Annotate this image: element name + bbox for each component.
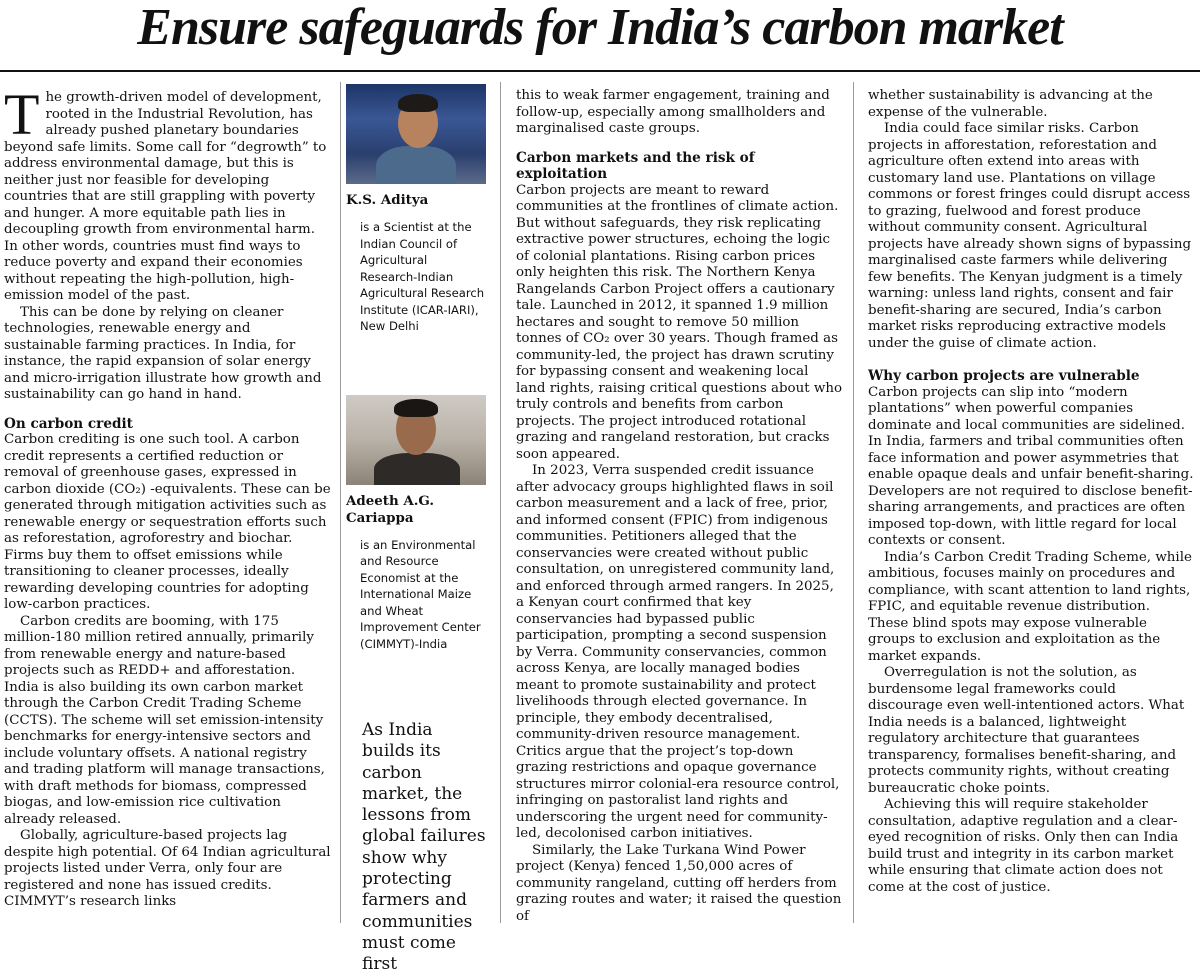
subheading-carbon-markets: Carbon markets and the risk of exploitation xyxy=(516,149,755,182)
paragraph: This can be done by relying on cleaner technologies, renewable energy and sustainable farming practices. In India, for instance, the rapid expansion of solar energy and micro-irrigation illustrate how growth and sustainability can go hand in hand. xyxy=(4,304,322,402)
article-column-4 xyxy=(868,88,1194,923)
paragraph: In 2023, Verra suspended credit issuance after advocacy groups highlighted flaws in soil carbon measurement and a lack of free, prior, and informed consent (FPIC) from indigenous communities. Petitioners alleged that the conservancies were created without public consultation, on unregistered community land, and enforced through armed rangers. In 2025, a Kenyan court confirmed that key conservancies had bypassed public participation, prompting a second suspension by Verra. Community conservancies, common across Kenya, are locally managed bodies meant to promote sustainability and protect livelihoods through elected governance. In principle, they embody decentralised, community-driven resource management. Critics argue that the project’s top-down grazing restrictions and opaque governance structures mirror colonial-era resource control, infringing on pastoralist land rights and underscoring the urgent need for community-led, decolonised carbon initiatives. xyxy=(516,463,840,841)
paragraph: The growth-driven model of development, rooted in the Industrial Revolution, has already pushed planetary boundaries beyond safe limits. Some call for “degrowth” to address environmental damage, but this is neither just nor feasible for developing countries that are still grappling with poverty and hunger. A more equitable path lies in decoupling growth from environmental harm. In other words, countries must find ways to reduce poverty and expand their economies without repeating the high-pollution, high-emission model of the past. xyxy=(4,90,327,303)
paragraph: this to weak farmer engagement, training and follow-up, especially among smallholders and marginalised caste groups. xyxy=(516,88,830,136)
author-bio: is an Environmental and Resource Economist at the International Maize and Wheat Improvement Center (CIMMYT)-India xyxy=(360,537,481,651)
paragraph: Globally, agriculture-based projects lag despite high potential. Of 64 Indian agricultural projects listed under Verra, only four are registered and none has issued credits. CIMMYT’s research links xyxy=(4,828,331,909)
column-divider xyxy=(500,82,501,923)
author-photo-aditya xyxy=(346,84,486,184)
article-column-3 xyxy=(516,88,842,923)
paragraph: Carbon crediting is one such tool. A carbon credit represents a certified reduction or removal of greenhouse gases, expressed in carbon dioxide (CO₂) -equivalents. These can be generated through mitigation activities such as renewable energy or sequestration efforts such as reforestation, agroforestry and biochar. Firms buy them to offset emissions while transitioning to cleaner processes, ideally rewarding developing countries for adopting low-carbon practices. xyxy=(4,432,331,612)
paragraph: Similarly, the Lake Turkana Wind Power project (Kenya) fenced 1,50,000 acres of community rangeland, cutting off herders from grazing routes and water; it raised the question of xyxy=(516,842,842,923)
subheading-carbon-credit: On carbon credit xyxy=(4,415,133,432)
author-name: Adeeth A.G. Cariappa xyxy=(346,492,435,526)
author-photo-cariappa xyxy=(346,395,486,485)
photo-figure xyxy=(376,146,456,184)
article-column-1 xyxy=(4,90,332,923)
author-bio: is a Scientist at the Indian Council of Agricultural Research-Indian Agricultural Research Institute (ICAR-IARI), New Delhi xyxy=(360,220,485,333)
paragraph: Carbon credits are booming, with 175 million-180 million retired annually, primarily from renewable energy and nature-based projects such as REDD+ and afforestation. India is also building its own carbon market through the Carbon Credit Trading Scheme (CCTS). The scheme will set emission-intensity benchmarks for energy-intensive sectors and include voluntary offsets. A national registry and trading platform will manage transactions, with draft methods for biomass, compressed biogas, and low-emission rice cultivation already released. xyxy=(4,613,325,827)
paragraph: Achieving this will require stakeholder consultation, adaptive regulation and a clear-eyed recognition of risks. Only then can India build trust and integrity in its carbon market while ensuring that climate action does not come at the cost of justice. xyxy=(868,797,1179,895)
paragraph: India’s Carbon Credit Trading Scheme, while ambitious, focuses mainly on procedures and compliance, with scant attention to land rights, FPIC, and equitable revenue distribution. These blind spots may expose vulnerable groups to exclusion and exploitation as the market expands. xyxy=(868,549,1192,664)
headline: Ensure safeguards for India’s carbon market xyxy=(137,0,1063,56)
paragraph: India could face similar risks. Carbon projects in afforestation, reforestation and agriculture often extend into areas with customary land use. Plantations on village commons or forest fringes could disrupt access to grazing, fuelwood and forest produce without community consent. Agricultural projects have already shown signs of bypassing marginalised caste farmers while delivering few benefits. The Kenyan judgment is a timely warning: unless land rights, consent and fair benefit-sharing are secured, India’s carbon market risks reproducing extractive models under the guise of climate action. xyxy=(868,121,1192,351)
headline-rule xyxy=(0,70,1200,72)
column-divider xyxy=(853,82,854,923)
pull-quote: As India builds its carbon market, the lessons from global failures show why protecting farmers and communities must come first xyxy=(362,720,486,975)
column-divider xyxy=(340,82,341,923)
paragraph: Carbon projects can slip into “modern plantations” when powerful companies dominate and local communities are sidelined. In India, farmers and tribal communities often face information and power asymmetries that enable opaque deals and unfair benefit-sharing. Developers are not required to disclose benefit-sharing arrangements, and practices are often imposed top-down, with little regard for local contexts or consent. xyxy=(868,384,1194,548)
photo-hair xyxy=(394,399,438,417)
paragraph: Overregulation is not the solution, as burdensome legal frameworks could discourage even well-intentioned actors. What India needs is a balanced, lightweight regulatory architecture that guarantees transparency, formalises benefit-sharing, and protects community rights, without creating bureaucratic choke points. xyxy=(868,665,1185,796)
paragraph: Carbon projects are meant to reward communities at the frontlines of climate action. But without safeguards, they risk replicating extractive power structures, echoing the logic of colonial plantations. Rising carbon prices only heighten this risk. The Northern Kenya Rangelands Carbon Project offers a cautionary tale. Launched in 2012, it spanned 1.9 million hectares and sought to remove 50 million tonnes of CO₂ over 30 years. Though framed as community-led, the project has drawn scrutiny for bypassing consent and weakening local land rights, raising critical questions about who truly controls and benefits from carbon projects. The project introduced rotational grazing and rangeland restoration, but cracks soon appeared. xyxy=(516,182,842,462)
photo-figure xyxy=(374,453,460,485)
photo-hair xyxy=(398,94,438,112)
paragraph: whether sustainability is advancing at the expense of the vulnerable. xyxy=(868,88,1153,120)
subheading-vulnerable: Why carbon projects are vulnerable xyxy=(868,368,1140,384)
drop-cap: T xyxy=(4,90,40,147)
author-name: K.S. Aditya xyxy=(346,192,429,208)
